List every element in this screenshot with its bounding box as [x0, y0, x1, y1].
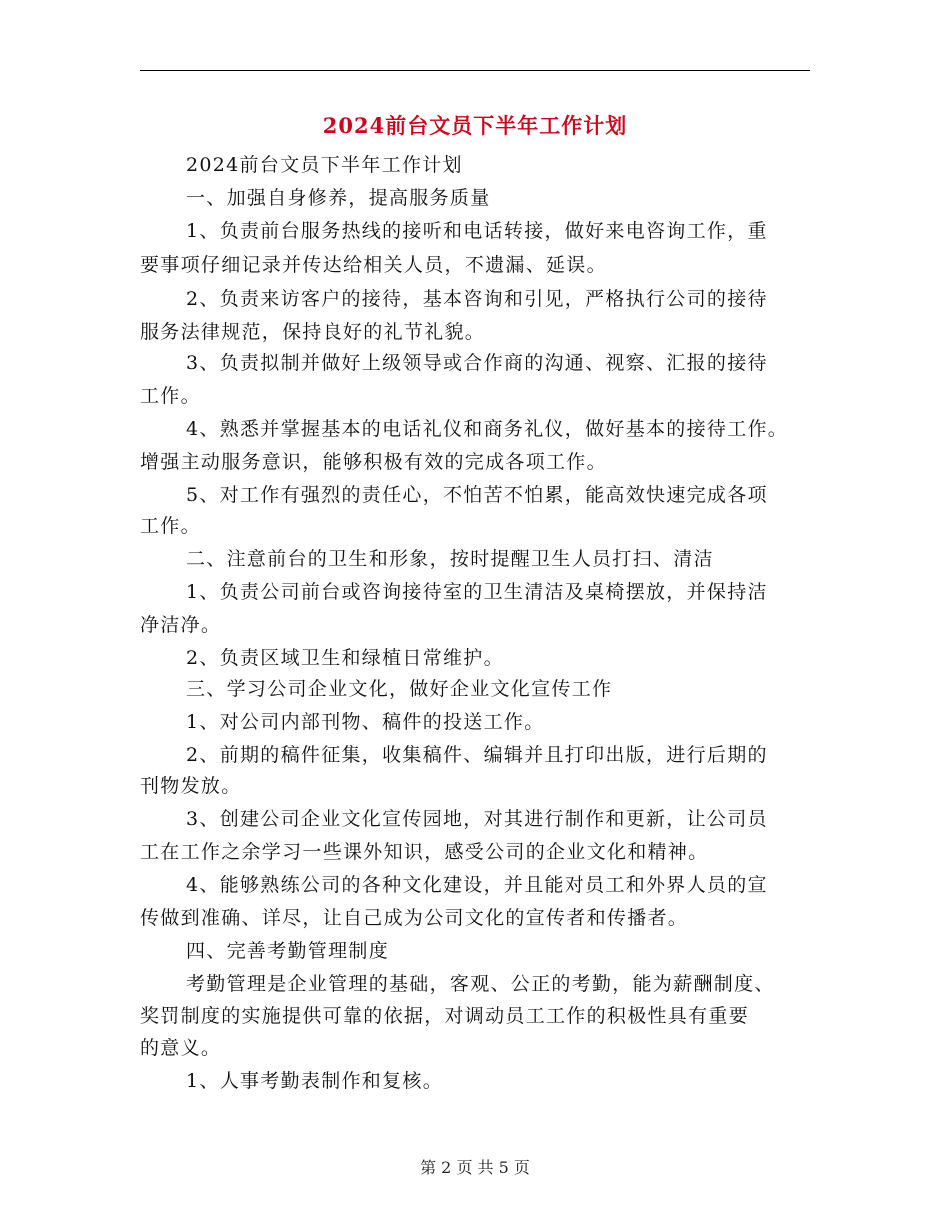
paragraph-line: 3、创建公司企业文化宣传园地，对其进行制作和更新，让公司员 — [186, 808, 768, 830]
paragraph-line: 刊物发放。 — [140, 775, 242, 797]
section-heading-4: 四、完善考勤管理制度 — [186, 940, 390, 962]
section-heading-1: 一、加强自身修养，提高服务质量 — [186, 187, 491, 209]
section-heading-2: 二、注意前台的卫生和形象，按时提醒卫生人员打扫、清洁 — [186, 548, 714, 570]
page-footer: 第 2 页 共 5 页 — [420, 1158, 530, 1177]
paragraph-line: 工在工作之余学习一些课外知识，感受公司的企业文化和精神。 — [140, 841, 709, 863]
paragraph-line: 增强主动服务意识，能够积极有效的完成各项工作。 — [140, 451, 607, 473]
document-title: 2024前台文员下半年工作计划 — [322, 113, 628, 138]
paragraph-line: 服务法律规范，保持良好的礼节礼貌。 — [140, 321, 486, 343]
paragraph-line: 的意义。 — [140, 1037, 222, 1059]
section-heading-3: 三、学习公司企业文化，做好企业文化宣传工作 — [186, 678, 613, 700]
subtitle-line: 2024前台文员下半年工作计划 — [186, 154, 463, 176]
paragraph-line: 净洁净。 — [140, 614, 222, 636]
paragraph-line: 传做到准确、详尽，让自己成为公司文化的宣传者和传播者。 — [140, 907, 689, 929]
paragraph-line: 要事项仔细记录并传达给相关人员，不遗漏、延误。 — [140, 254, 607, 276]
paragraph-line: 考勤管理是企业管理的基础，客观、公正的考勤，能为薪酬制度、 — [186, 973, 775, 995]
header-rule — [140, 70, 810, 71]
paragraph-line: 1、负责前台服务热线的接听和电话转接，做好来电咨询工作，重 — [186, 220, 768, 242]
paragraph-line: 1、对公司内部刊物、稿件的投送工作。 — [186, 711, 545, 733]
paragraph-line: 4、熟悉并掌握基本的电话礼仪和商务礼仪，做好基本的接待工作。 — [186, 418, 789, 440]
paragraph-line: 工作。 — [140, 515, 201, 537]
paragraph-line: 2、负责区域卫生和绿植日常维护。 — [186, 647, 504, 669]
paragraph-line: 3、负责拟制并做好上级领导或合作商的沟通、视察、汇报的接待 — [186, 352, 768, 374]
paragraph-line: 4、能够熟练公司的各种文化建设，并且能对员工和外界人员的宣 — [186, 874, 768, 896]
paragraph-line: 1、负责公司前台或咨询接待室的卫生清洁及桌椅摆放，并保持洁 — [186, 581, 768, 603]
paragraph-line: 工作。 — [140, 385, 201, 407]
paragraph-line: 5、对工作有强烈的责任心，不怕苦不怕累，能高效快速完成各项 — [186, 484, 768, 506]
paragraph-line: 2、前期的稿件征集，收集稿件、编辑并且打印出版，进行后期的 — [186, 744, 768, 766]
paragraph-line: 奖罚制度的实施提供可靠的依据，对调动员工工作的积极性具有重要 — [140, 1005, 750, 1027]
paragraph-line: 1、人事考勤表制作和复核。 — [186, 1070, 443, 1092]
paragraph-line: 2、负责来访客户的接待，基本咨询和引见，严格执行公司的接待 — [186, 288, 768, 310]
